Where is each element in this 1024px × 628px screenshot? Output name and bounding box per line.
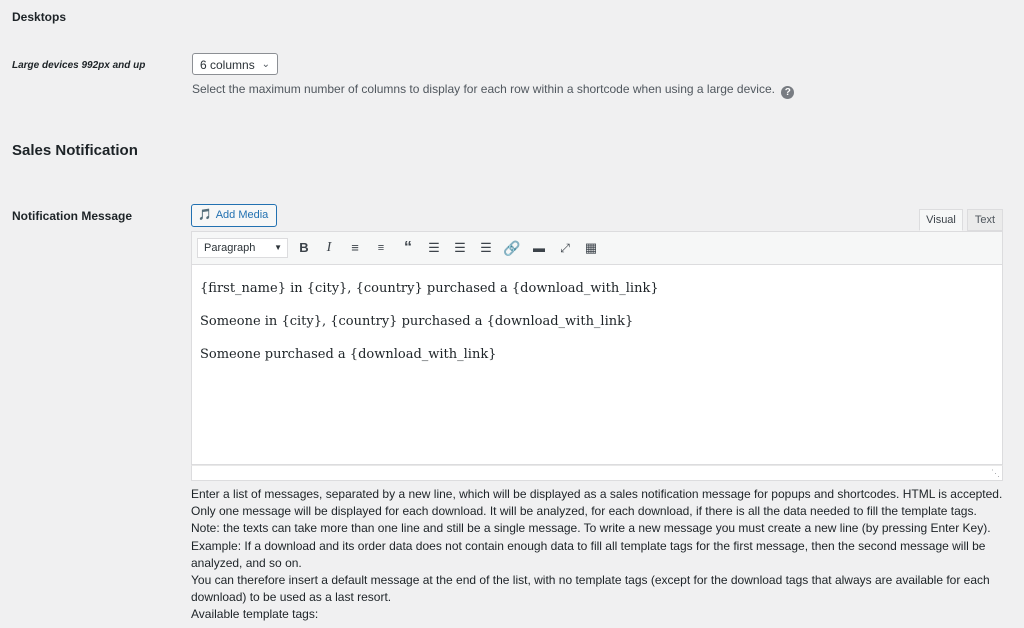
blockquote-icon[interactable]: “ xyxy=(404,239,412,256)
editor-line: Someone purchased a {download_with_link} xyxy=(200,347,497,362)
format-select[interactable] xyxy=(197,238,288,258)
format-select-value: Paragraph xyxy=(204,242,256,254)
help-line: Available template tags: xyxy=(191,607,319,622)
editor-toolbar xyxy=(191,231,1003,265)
add-media-label: Add Media xyxy=(215,209,269,221)
toolbar-toggle-icon[interactable]: ▦ xyxy=(584,240,598,255)
tab-text[interactable]: Text xyxy=(967,209,1003,231)
italic-icon[interactable]: I xyxy=(326,240,332,255)
align-right-icon[interactable]: ☰ xyxy=(480,240,492,255)
columns-description xyxy=(192,82,794,99)
help-line: Note: the texts can take more than one line and still be a single message. To write a new message you must create a new line (by pressing Enter Key). xyxy=(191,521,991,536)
caret-down-icon: ▼ xyxy=(274,243,282,252)
resize-handle-icon[interactable]: ⋱ xyxy=(991,468,1000,478)
bold-icon[interactable]: B xyxy=(299,240,309,255)
columns-select-value: 6 columns xyxy=(200,58,255,72)
align-center-icon[interactable]: ☰ xyxy=(454,240,466,255)
help-icon[interactable]: ? xyxy=(781,86,794,99)
add-media-button[interactable] xyxy=(191,204,277,227)
link-icon[interactable]: 🔗 xyxy=(503,240,521,256)
notification-help-text xyxy=(191,486,1006,624)
fullscreen-icon[interactable]: ⤢ xyxy=(560,241,570,255)
editor-content[interactable] xyxy=(191,265,1003,465)
columns-select[interactable] xyxy=(192,53,278,75)
desktops-heading: Desktops xyxy=(12,10,67,24)
columns-description-text: Select the maximum number of columns to display for each row within a shortcode when using a large device. xyxy=(192,82,775,96)
tab-visual[interactable]: Visual xyxy=(919,209,963,231)
editor-status-bar xyxy=(191,465,1003,481)
editor-line: Someone in {city}, {country} purchased a {download_with_link} xyxy=(200,314,634,329)
editor-line: {first_name} in {city}, {country} purchased a {download_with_link} xyxy=(200,281,659,296)
help-line: Only one message will be displayed for each download. It will be analyzed, for each download, if there is all the data needed to fill the template tags. xyxy=(191,504,977,519)
help-line: You can therefore insert a default message at the end of the list, with no template tags (except for the download tags that always are available for each download) to be used as a last resort. xyxy=(191,573,990,605)
chevron-down-icon: ⌄ xyxy=(261,59,270,70)
help-line: Example: If a download and its order data does not contain enough data to fill all template tags for the first message, then the second message will be analyzed, and so on. xyxy=(191,538,986,570)
media-icon: 🎵 xyxy=(198,209,212,221)
numbered-list-icon[interactable]: ≡ xyxy=(377,242,385,254)
large-devices-label: Large devices 992px and up xyxy=(12,60,146,71)
align-left-icon[interactable]: ☰ xyxy=(428,240,440,255)
notification-message-label: Notification Message xyxy=(12,209,133,223)
section-title: Sales Notification xyxy=(12,142,138,159)
bullet-list-icon[interactable]: ≡ xyxy=(351,240,359,255)
help-line: Enter a list of messages, separated by a new line, which will be displayed as a sales notification message for popups and shortcodes. HTML is accepted. xyxy=(191,487,1003,501)
read-more-icon[interactable]: ▬ xyxy=(533,241,545,255)
